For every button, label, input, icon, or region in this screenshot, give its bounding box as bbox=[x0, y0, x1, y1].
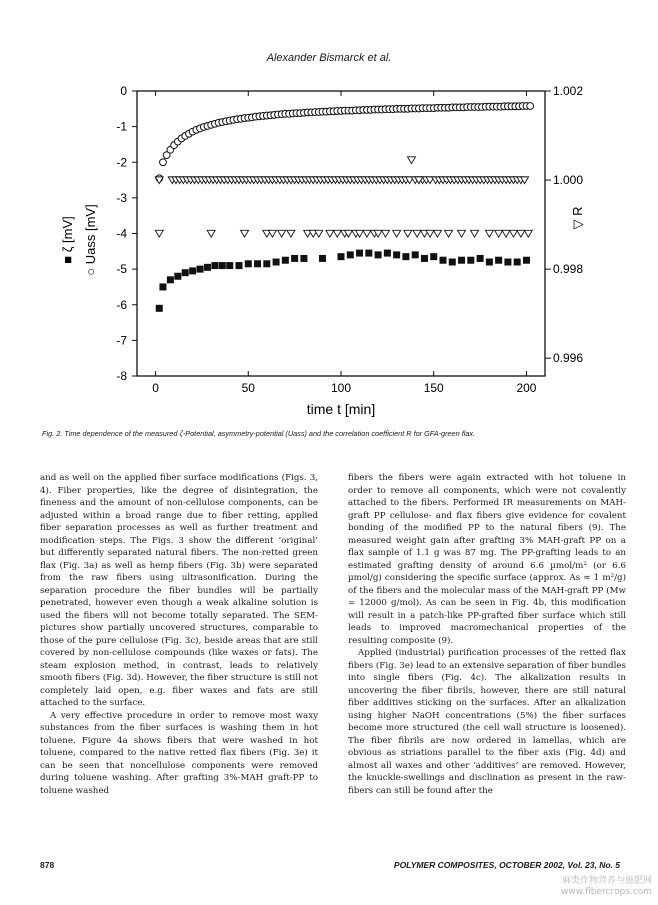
y-left-axis-label: ○ Uass [mV] bbox=[83, 204, 98, 276]
r-point bbox=[278, 230, 286, 237]
zeta-point bbox=[254, 260, 261, 267]
paragraph: fibers the fibers were again extracted with hot toluene in order to remove all components, which were not covalently attached to the fibers. Performed IR measurements on MAH-graft PP cellulose- and flax fibers give evidence for covalent bonding of the modified PP to the natural fibers (9). The measured weight gain after grafting 3% MAH-graft PP on a flax sample of 1.1 g was 87 mg. The PP-grafting leads to an estimated grafting density of around 6.6 µmol/m² (or 6.6 µmol/g) considering the specific surface (approx. As ≈ 1 m²/g) of the fibers and the molecular mass of the MAH-graft PP (Mw = 12000 g/mol). As can be seen in Fig. 4b, this modification will result in a patch-like PP-grafted fiber surface which still leads to improved macromechanical properties of the resulting composite (9). bbox=[348, 473, 626, 646]
zeta-point bbox=[282, 257, 289, 264]
r-point bbox=[287, 230, 295, 237]
y-left-tick-label: -2 bbox=[116, 155, 127, 170]
zeta-point bbox=[156, 305, 163, 312]
zeta-point bbox=[273, 259, 280, 266]
r-point bbox=[517, 230, 525, 237]
y-left-axis-label: ■ ζ [mV] bbox=[60, 216, 75, 264]
zeta-point bbox=[421, 255, 428, 262]
zeta-point bbox=[226, 262, 233, 269]
zeta-point bbox=[338, 253, 345, 260]
r-point bbox=[155, 230, 163, 237]
page-number: 878 bbox=[40, 860, 55, 870]
r-point bbox=[207, 230, 215, 237]
y-right-tick-label: 1.002 bbox=[553, 84, 584, 98]
r-point bbox=[495, 230, 503, 237]
r-point bbox=[241, 230, 249, 237]
journal-footer: POLYMER COMPOSITES, OCTOBER 2002, Vol. 23, No. 5 bbox=[393, 860, 620, 870]
r-point bbox=[458, 230, 466, 237]
zeta-point bbox=[211, 262, 218, 269]
watermark-line: www.fibercrops.com bbox=[561, 887, 652, 897]
zeta-point bbox=[197, 266, 204, 273]
r-point bbox=[413, 230, 421, 237]
zeta-point bbox=[291, 255, 298, 262]
zeta-point bbox=[236, 262, 243, 269]
zeta-point bbox=[300, 255, 307, 262]
r-point bbox=[326, 230, 334, 237]
x-axis-label: time t [min] bbox=[306, 401, 376, 417]
y-left-tick-label: 0 bbox=[120, 84, 127, 98]
body-column-left bbox=[40, 472, 318, 797]
r-point bbox=[426, 230, 434, 237]
zeta-point bbox=[477, 255, 484, 262]
uass-point bbox=[527, 103, 534, 110]
zeta-point bbox=[263, 260, 270, 267]
x-tick-label: 50 bbox=[241, 381, 255, 395]
paragraph: A very effective procedure in order to remove most waxy substances from the fiber surfaces is washing them in hot toluene. Figure 4a shows fibers that were washed in hot toluene, compared to the native retted flax fibers (Fig. 3e) it can be seen that noncellulose components were removed during toluene washing. After grafting 3%-MAH graft-PP to toluene washed bbox=[40, 710, 318, 796]
zeta-point bbox=[219, 262, 226, 269]
y-left-tick-label: -6 bbox=[116, 297, 127, 312]
zeta-point bbox=[495, 257, 502, 264]
zeta-point bbox=[523, 257, 530, 264]
zeta-point bbox=[504, 259, 511, 266]
y-left-tick-label: -5 bbox=[116, 262, 127, 277]
plot-frame bbox=[137, 91, 545, 376]
x-tick-label: 150 bbox=[423, 381, 444, 395]
zeta-point bbox=[449, 259, 456, 266]
paragraph: Applied (industrial) purification processes of the retted flax fibers (Fig. 3e) lead to an extensive separation of fiber bundles into single fibers (Fig. 4c). The alkalization results in uncovering the fiber fibrils, however, there are still natural fiber additives sticking on the surfaces. After an alkalization using higher NaOH concentrations (5%) the fiber surfaces become more structured (the cell wall structure is loosened). The fiber fibrils are now ordered in lamellas, which are obvious as striations parallel to the fiber axis (Fig. 4d) and almost all waxes and other ‘additives’ are removed. However, the knuckle-swellings and disclination as present in the raw-fibers can still be found after the bbox=[348, 648, 626, 796]
y-left-tick-label: -1 bbox=[116, 119, 127, 134]
zeta-point bbox=[174, 273, 181, 280]
r-point bbox=[268, 230, 276, 237]
x-tick-label: 200 bbox=[516, 381, 537, 395]
r-point bbox=[524, 230, 532, 237]
zeta-point bbox=[356, 250, 363, 257]
r-point bbox=[393, 230, 401, 237]
x-tick-label: 0 bbox=[152, 381, 159, 395]
zeta-point bbox=[365, 250, 372, 257]
zeta-point bbox=[159, 283, 166, 290]
y-left-tick-label: -3 bbox=[116, 190, 127, 205]
zeta-point bbox=[189, 267, 196, 274]
r-point bbox=[471, 230, 479, 237]
paragraph: and as well on the applied fiber surface modifications (Figs. 3, 4). Fiber properties, like the degree of disintegration, the fineness and the amount of non-cellulose components, can be adjusted within a broad range due to fiber retting, applied fiber separation processes as well as further treatment and modification steps. The Figs. 3 show the different ‘original’ but differently separated natural fibers. The non-retted green flax (Fig. 3a) as well as hemp fibers (Fig. 3b) were separated from the raw fibers using ultrasonification. During the separation procedure the fiber bundles will be partially penetrated, however even though a weak alkaline solution is used the fibers will not become totally separated. The SEM-pictures show partially uncovered structures, comparable to those of the pure cellulose (Fig. 3c), beside areas that are still covered by non-cellulose compounds (like waxes or fats). The steam explosion method, in contrast, leads to relatively smooth fibers (Fig. 3d). However, the fiber structure is still not completely laid open, e.g. fiber waxes and fats are still attached to the surface. bbox=[40, 473, 318, 708]
y-left-tick-label: -4 bbox=[116, 226, 127, 241]
r-point bbox=[485, 230, 493, 237]
running-header: Alexander Bismarck et al. bbox=[266, 52, 392, 64]
r-point bbox=[407, 157, 415, 164]
r-point bbox=[333, 230, 341, 237]
x-tick-label: 100 bbox=[330, 381, 352, 395]
zeta-point bbox=[167, 276, 174, 283]
watermark bbox=[561, 876, 652, 898]
y-right-tick-label: 1.000 bbox=[553, 173, 584, 188]
figure-caption: Fig. 2. Time dependence of the measured ζ-Potential, asymmetry-potential (Uass) and the correlation coefficient R for GFA-green flax. bbox=[42, 429, 476, 438]
zeta-point bbox=[245, 260, 252, 267]
y-right-axis-label: ▽ R bbox=[570, 206, 585, 230]
zeta-point bbox=[384, 250, 391, 257]
body-column-right bbox=[348, 472, 626, 797]
r-point bbox=[509, 230, 517, 237]
r-point bbox=[404, 230, 412, 237]
r-point bbox=[315, 230, 323, 237]
y-right-tick-label: 0.996 bbox=[553, 351, 584, 366]
r-point bbox=[382, 230, 390, 237]
zeta-point bbox=[402, 253, 409, 260]
r-point bbox=[363, 230, 371, 237]
uass-point bbox=[160, 159, 167, 166]
zeta-point bbox=[204, 264, 211, 271]
zeta-point bbox=[440, 257, 447, 264]
y-right-tick-label: 0.998 bbox=[553, 262, 584, 277]
r-point bbox=[433, 230, 441, 237]
zeta-point bbox=[467, 257, 474, 264]
y-left-tick-label: -7 bbox=[116, 333, 127, 348]
zeta-point bbox=[486, 259, 493, 266]
zeta-point bbox=[412, 251, 419, 258]
zeta-point bbox=[182, 269, 189, 276]
r-point bbox=[445, 230, 453, 237]
figure-2-chart bbox=[0, 70, 658, 425]
y-left-tick-label: -8 bbox=[116, 369, 127, 383]
zeta-point bbox=[319, 255, 326, 262]
r-point bbox=[502, 230, 510, 237]
watermark-line: 麻类作物营养与施肥网 bbox=[561, 876, 652, 886]
zeta-point bbox=[393, 251, 400, 258]
zeta-point bbox=[347, 251, 354, 258]
zeta-point bbox=[375, 251, 382, 258]
zeta-point bbox=[514, 259, 521, 266]
zeta-point bbox=[458, 257, 465, 264]
zeta-point bbox=[430, 253, 437, 260]
